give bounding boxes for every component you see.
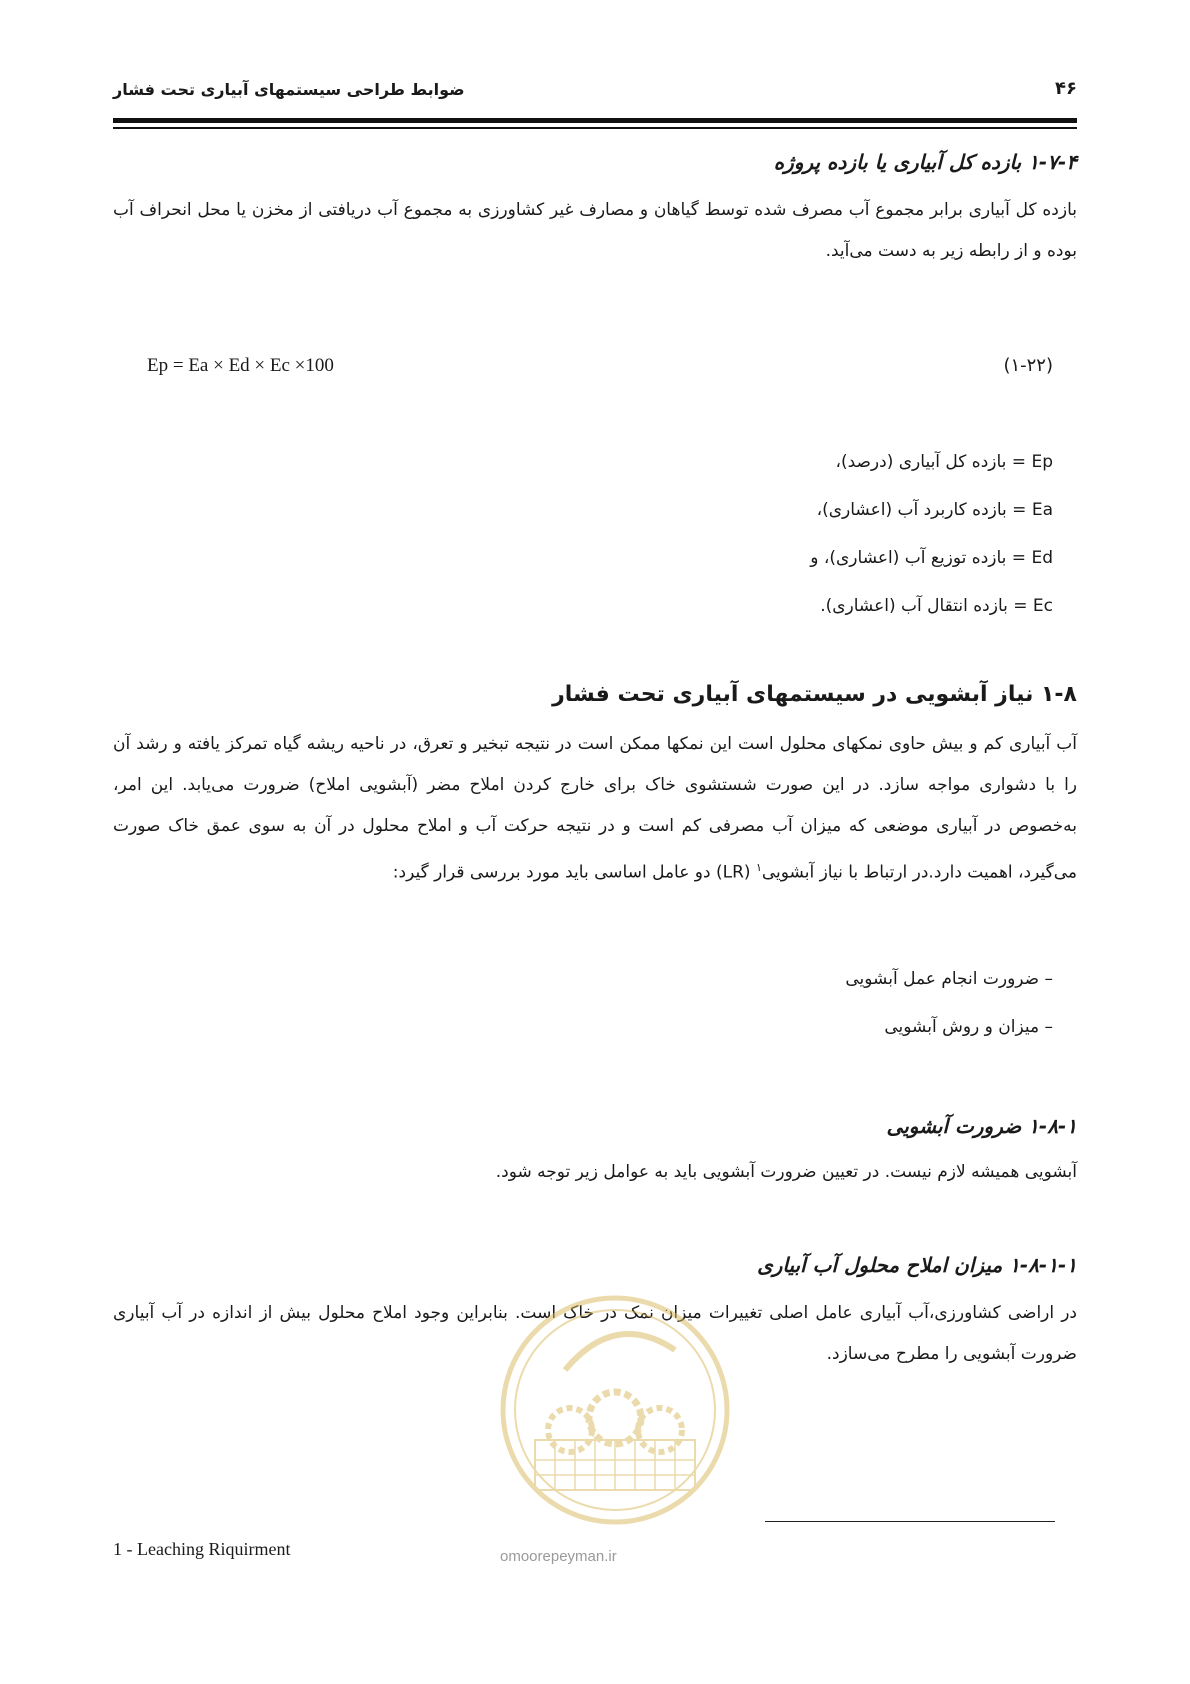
running-title: ضوابط طراحی سیستمهای آبیاری تحت فشار	[113, 80, 465, 99]
section-paragraph-1-8-1-1: در اراضی کشاورزی،آب آبیاری عامل اصلی تغییرات میزان نمک در خاک است. بنابراین وجود املاح محلول بیش از اندازه در آب آبیاری ضرورت آبشویی را مطرح می‌سازد.	[113, 1303, 1077, 1364]
section-paragraph-1-8	[113, 724, 1077, 894]
page-header	[113, 72, 1077, 112]
section-heading-1-8: ۱-۸ نیاز آبشویی در سیستمهای آبیاری تحت فشار	[552, 682, 1077, 707]
section-paragraph-1-7-4: بازده کل آبیاری برابر مجموع آب مصرف شده توسط گیاهان و مصارف غیر کشاورزی به مجموع آب دریافتی از مخزن یا محل انحراف آب بوده و از رابطه زیر به دست می‌آید.	[113, 200, 1077, 261]
header-rule-thick	[113, 118, 1077, 123]
bullet-item: – ضرورت انجام عمل آبشویی	[845, 969, 1053, 989]
definition-item: Ed = بازده توزیع آب (اعشاری)، و	[810, 548, 1053, 568]
formula-expression: Ep = Ea × Ed × Ec ×100	[147, 355, 334, 376]
section-paragraph-1-8-1: آبشویی همیشه لازم نیست. در تعیین ضرورت آبشویی باید به عوامل زیر توجه شود.	[495, 1162, 1077, 1182]
watermark-logo	[495, 1290, 735, 1580]
definition-item: Ec = بازده انتقال آب (اعشاری).	[820, 596, 1053, 616]
formula-number: (۱-۲۲)	[1003, 355, 1053, 376]
header-rule-thin	[113, 127, 1077, 129]
page-number: ۴۶	[1055, 78, 1077, 99]
bullet-list	[493, 955, 1053, 1051]
footnote-reference: ۱	[755, 861, 762, 874]
footnote-rule	[765, 1521, 1055, 1522]
watermark-url: omoorepeyman.ir	[500, 1548, 617, 1565]
variable-definitions	[493, 438, 1053, 630]
definition-item: Ea = بازده کاربرد آب (اعشاری)،	[816, 500, 1053, 520]
bullet-item: – میزان و روش آبشویی	[884, 1017, 1053, 1037]
footnote-text: 1 - Leaching Riquirment	[113, 1539, 291, 1559]
definition-item: Ep = بازده کل آبیاری (درصد)،	[835, 452, 1053, 472]
paragraph-text: آب آبیاری کم و بیش حاوی نمکهای محلول است این نمکها ممکن است در نتیجه تبخیر و تعرق، در ناحیه ریشه گیاه تمرکز یافته و رشد آن را با دشواری مواجه سازد. در این صورت شستشوی خاک برای خارج کردن املاح مضر (آبشویی املاح) ضرورت می‌یابد. این امر، به‌خصوص در آبیاری موضعی که میزان آب مصرفی کم است و در نتیجه حرکت آب و املاح محلول در آن به سوی عمق خاک صورت می‌گیرد، اهمیت دارد.در ارتباط با نیاز آبشویی	[113, 734, 1077, 883]
section-heading-1-8-1: ۱-۸-۱ ضرورت آبشویی	[886, 1114, 1077, 1138]
paragraph-text-continued: (LR) دو عامل اساسی باید مورد بررسی قرار گیرد:	[392, 862, 756, 883]
section-heading-1-8-1-1: ۱-۸-۱-۱ میزان املاح محلول آب آبیاری	[757, 1253, 1077, 1277]
section-heading-1-7-4: ۱-۷-۴ بازده کل آبیاری یا بازده پروژه	[773, 150, 1077, 174]
